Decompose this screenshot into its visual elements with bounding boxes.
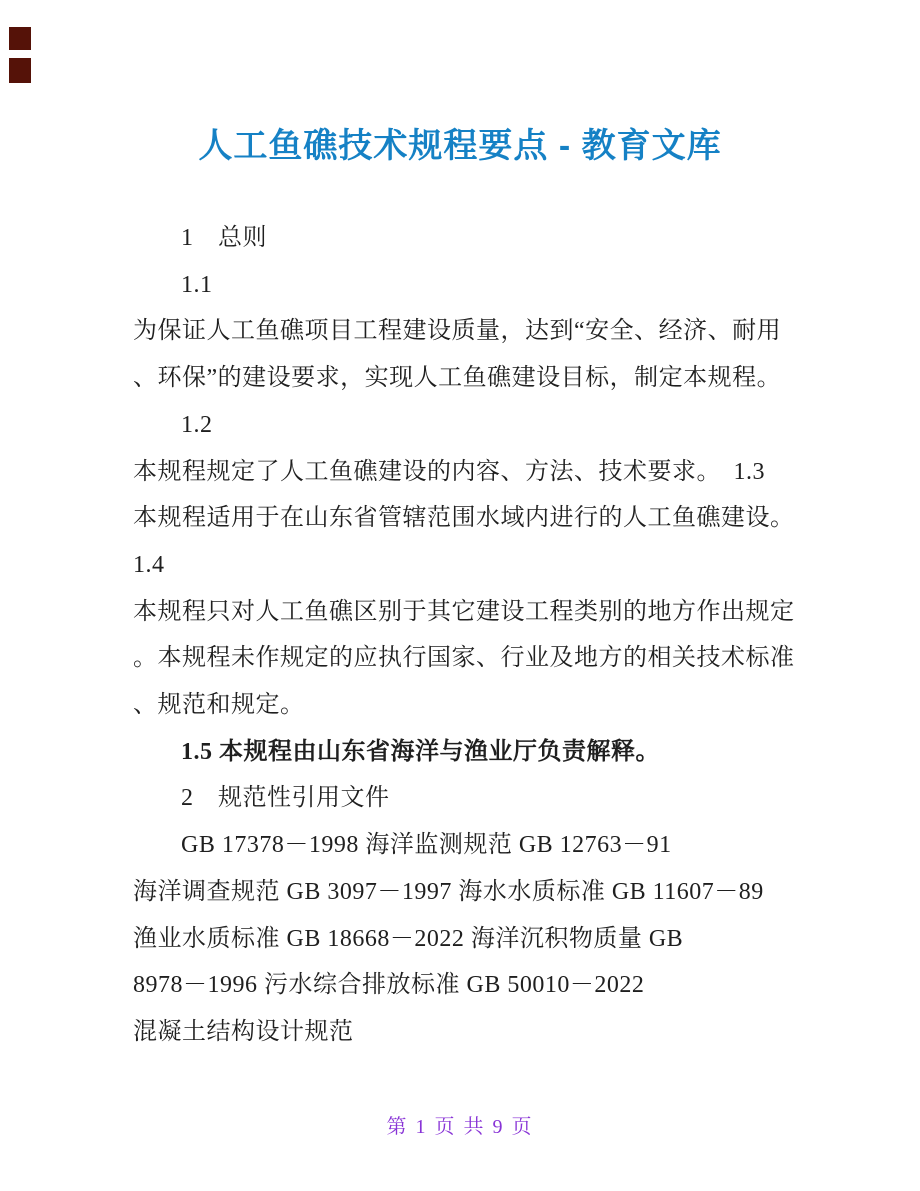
doc-line-1-5: 1.5 本规程由山东省海洋与渔业厅负责解释。 xyxy=(181,738,660,765)
doc-line-1-2: 1.2 xyxy=(181,411,213,438)
document-title: 人工鱼礁技术规程要点 - 教育文库 xyxy=(198,127,722,165)
document-body xyxy=(133,215,795,1056)
doc-line-gb-reference: 混凝土结构设计规范 xyxy=(133,1018,354,1045)
doc-line-section-2: 2 规范性引用文件 xyxy=(181,785,390,812)
doc-line-1-4: 1.4 xyxy=(133,551,165,578)
doc-line: 、环保”的建设要求，实现人工鱼礁建设目标，制定本规程。 xyxy=(133,365,782,392)
artifact-block-top xyxy=(9,27,31,50)
doc-line: 本规程适用于在山东省管辖范围水域内进行的人工鱼礁建设。 xyxy=(133,505,795,532)
doc-line: 、规范和规定。 xyxy=(133,692,305,719)
doc-line-gb-reference: GB 17378－1998 海洋监测规范 GB 12763－91 xyxy=(181,832,672,859)
doc-line-section-1: 1 总则 xyxy=(181,225,267,251)
artifact-block-bottom xyxy=(9,58,31,83)
doc-line-gb-reference: 渔业水质标准 GB 18668－2022 海洋沉积物质量 GB xyxy=(133,925,684,952)
doc-line-gb-reference: 海洋调查规范 GB 3097－1997 海水水质标准 GB 11607－89 xyxy=(133,878,764,905)
doc-line: 为保证人工鱼礁项目工程建设质量，达到“安全、经济、耐用 xyxy=(133,318,782,345)
doc-line-1-1: 1.1 xyxy=(181,271,213,298)
doc-line: 。本规程未作规定的应执行国家、行业及地方的相关技术标准 xyxy=(133,645,795,672)
doc-line-gb-reference: 8978－1996 污水综合排放标准 GB 50010－2022 xyxy=(133,972,645,999)
doc-line: 本规程规定了人工鱼礁建设的内容、方法、技术要求。 1.3 xyxy=(133,458,765,485)
doc-line: 本规程只对人工鱼礁区别于其它建设工程类别的地方作出规定 xyxy=(133,598,795,625)
page-number-footer: 第 1 页 共 9 页 xyxy=(386,1116,534,1138)
